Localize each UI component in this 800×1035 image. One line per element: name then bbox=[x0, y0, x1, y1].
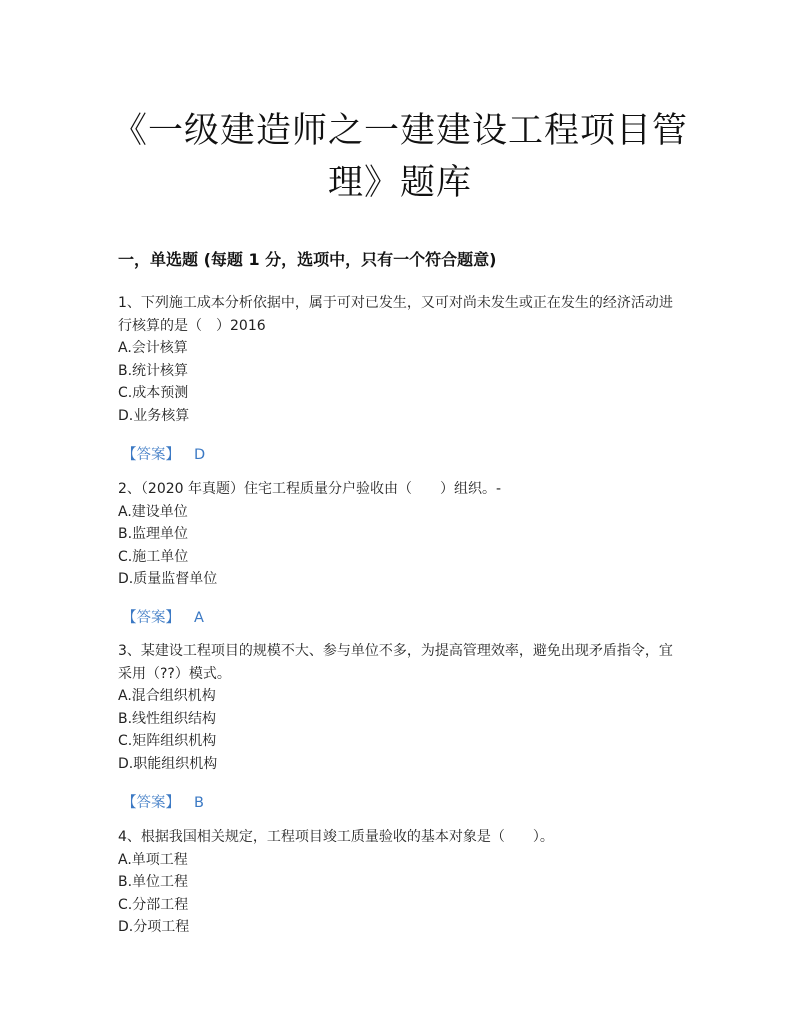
answer-value: B bbox=[194, 795, 204, 811]
answer-label: 【答案】 bbox=[122, 447, 180, 463]
question-1 bbox=[118, 292, 683, 427]
answer-value: D bbox=[194, 447, 206, 463]
option-a: A.会计核算 bbox=[118, 340, 188, 356]
option-d: D.业务核算 bbox=[118, 407, 190, 424]
question-text: 1、下列施工成本分析依据中，属于可对已发生，又可对尚未发生或正在发生的经济活动进行核算的是（ ）2016 bbox=[118, 295, 673, 334]
option-a: A.混合组织机构 bbox=[118, 688, 216, 704]
option-b: B.线性组织结构 bbox=[118, 710, 217, 727]
option-d: D.质量监督单位 bbox=[118, 571, 218, 587]
option-c: C.施工单位 bbox=[118, 548, 189, 565]
document-title bbox=[100, 105, 700, 209]
answer-label: 【答案】 bbox=[122, 610, 180, 626]
answer-value: A bbox=[194, 610, 204, 626]
question-text: 2、（2020 年真题）住宅工程质量分户验收由（ ）组织。- bbox=[118, 481, 502, 497]
title-line-1: 《一级建造师之一建建设工程项目管 bbox=[111, 111, 688, 151]
answer-line-1 bbox=[122, 443, 205, 464]
question-text: 3、某建设工程项目的规模不大、参与单位不多，为提高管理效率，避免出现矛盾指令，宜采用（??）模式。 bbox=[118, 643, 673, 682]
answer-line-2 bbox=[122, 606, 204, 627]
option-d: D.职能组织机构 bbox=[118, 755, 218, 772]
section-heading: 一，单选题 (每题 1 分，选项中，只有一个符合题意) bbox=[118, 250, 497, 269]
title-line-2: 理》题库 bbox=[327, 163, 472, 203]
option-b: B.监理单位 bbox=[118, 526, 189, 542]
option-c: C.分部工程 bbox=[118, 896, 189, 913]
question-text: 4、根据我国相关规定，工程项目竣工质量验收的基本对象是（ ）。 bbox=[118, 829, 554, 845]
option-d: D.分项工程 bbox=[118, 919, 190, 935]
option-a: A.单项工程 bbox=[118, 851, 188, 868]
option-c: C.成本预测 bbox=[118, 385, 189, 401]
option-b: B.统计核算 bbox=[118, 362, 189, 379]
answer-line-3 bbox=[122, 791, 204, 812]
option-c: C.矩阵组织机构 bbox=[118, 733, 217, 749]
option-b: B.单位工程 bbox=[118, 874, 189, 890]
option-a: A.建设单位 bbox=[118, 503, 188, 520]
question-4 bbox=[118, 826, 683, 939]
answer-label: 【答案】 bbox=[122, 795, 180, 811]
question-2 bbox=[118, 478, 683, 591]
question-3 bbox=[118, 640, 683, 775]
